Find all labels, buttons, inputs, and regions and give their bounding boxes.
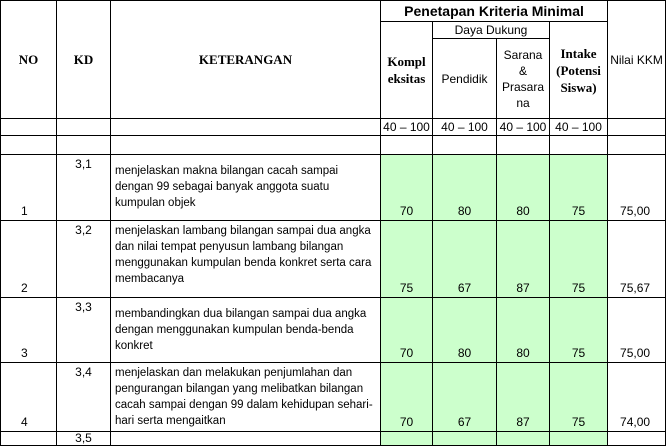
header-kd: KD <box>57 1 111 119</box>
row-kkm: 74,00 <box>608 363 666 432</box>
empty-cell <box>111 119 381 136</box>
row-kkm: 75,67 <box>608 221 666 298</box>
row-kd: 3,1 <box>57 155 111 221</box>
header-sarana: Sarana & Prasara na <box>497 39 550 119</box>
row-no: 1 <box>1 155 57 221</box>
row-kd: 3,2 <box>57 221 111 298</box>
header-pendidik: Pendidik <box>433 39 497 119</box>
table-row <box>1 298 666 363</box>
row-kd: 3,3 <box>57 298 111 363</box>
row-kkm <box>608 432 666 446</box>
row-pendidik: 80 <box>433 298 497 363</box>
row-sarana: 80 <box>497 298 550 363</box>
header-penetapan: Penetapan Kriteria Minimal <box>381 1 608 22</box>
header-nilai-kkm: Nilai KKM <box>608 1 666 119</box>
row-keterangan: menjelaskan lambang bilangan sampai dua angka dan nilai tempat penyusun lambang bilangan menggunakan kumpulan benda konkret serta cara membacanya <box>111 221 381 298</box>
row-kkm: 75,00 <box>608 298 666 363</box>
empty-cell <box>1 136 57 155</box>
header-no: NO <box>1 1 57 119</box>
row-pendidik <box>433 432 497 446</box>
empty-cell <box>550 136 608 155</box>
row-no <box>1 432 57 446</box>
empty-cell <box>608 136 666 155</box>
empty-cell <box>111 136 381 155</box>
row-pendidik: 67 <box>433 363 497 432</box>
header-kompleksitas: Kompl eksitas <box>381 22 433 119</box>
header-keterangan: KETERANGAN <box>111 1 381 119</box>
row-intake: 75 <box>550 363 608 432</box>
row-kd: 3,5 <box>57 432 111 446</box>
row-no: 3 <box>1 298 57 363</box>
empty-cell <box>497 136 550 155</box>
range-pendidik: 40 – 100 <box>433 119 497 136</box>
row-sarana: 87 <box>497 363 550 432</box>
row-keterangan <box>111 432 381 446</box>
range-intake: 40 – 100 <box>550 119 608 136</box>
row-sarana: 80 <box>497 155 550 221</box>
empty-cell <box>1 119 57 136</box>
row-keterangan: menjelaskan dan melakukan penjumlahan dan pengurangan bilangan yang melibatkan bilangan cacah sampai dengan 99 dalam kehidupan sehari-hari serta mengaitkan <box>111 363 381 432</box>
row-intake: 75 <box>550 298 608 363</box>
row-kompleksitas: 70 <box>381 363 433 432</box>
range-kompleksitas: 40 – 100 <box>381 119 433 136</box>
row-kompleksitas: 70 <box>381 155 433 221</box>
row-pendidik: 80 <box>433 155 497 221</box>
row-kompleksitas: 70 <box>381 298 433 363</box>
table-row <box>1 432 666 446</box>
row-kompleksitas: 75 <box>381 221 433 298</box>
row-no: 4 <box>1 363 57 432</box>
row-kkm: 75,00 <box>608 155 666 221</box>
range-sarana: 40 – 100 <box>497 119 550 136</box>
header-daya-dukung: Daya Dukung <box>433 22 550 39</box>
table-row <box>1 155 666 221</box>
table-row <box>1 221 666 298</box>
row-keterangan: membandingkan dua bilangan sampai dua angka dengan menggunakan kumpulan benda-benda konkret <box>111 298 381 363</box>
header-intake: Intake (Potensi Siswa) <box>550 22 608 119</box>
empty-cell <box>608 119 666 136</box>
row-intake <box>550 432 608 446</box>
empty-cell <box>57 136 111 155</box>
empty-cell <box>381 136 433 155</box>
empty-cell <box>57 119 111 136</box>
row-intake: 75 <box>550 155 608 221</box>
row-sarana <box>497 432 550 446</box>
empty-cell <box>433 136 497 155</box>
table-row <box>1 363 666 432</box>
row-pendidik: 67 <box>433 221 497 298</box>
row-kompleksitas <box>381 432 433 446</box>
row-intake: 75 <box>550 221 608 298</box>
row-sarana: 87 <box>497 221 550 298</box>
row-keterangan: menjelaskan makna bilangan cacah sampai dengan 99 sebagai banyak anggota suatu kumpulan objek <box>111 155 381 221</box>
row-kd: 3,4 <box>57 363 111 432</box>
row-no: 2 <box>1 221 57 298</box>
